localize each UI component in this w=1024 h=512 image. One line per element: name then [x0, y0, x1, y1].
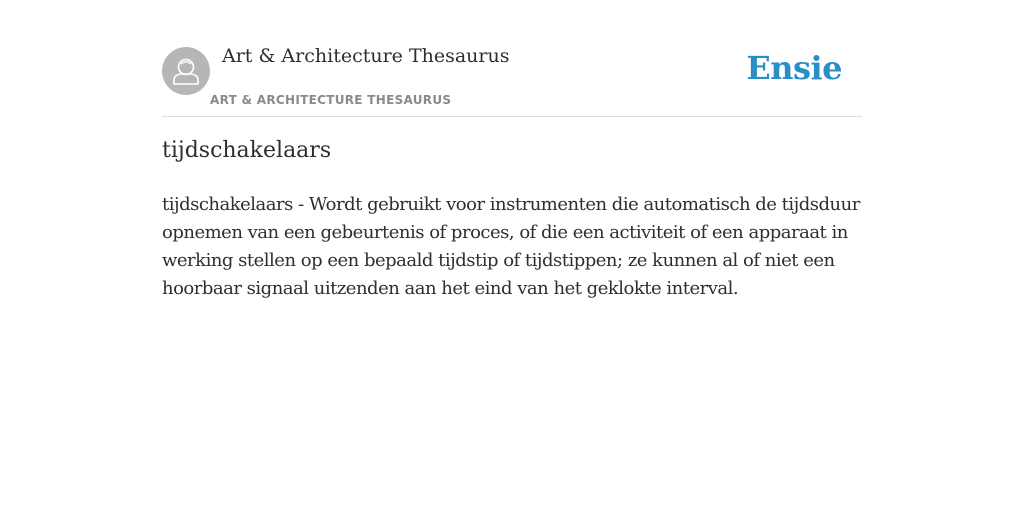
definition-text: tijdschakelaars - Wordt gebruikt voor instrumenten die automatisch de tijdsduur opnemen van een gebeurtenis of proces, of die een activiteit of een apparaat in werking stellen op een bepaald tijdstip of tijdstippen; ze kunnen al of niet een hoorbaar signaal uitzenden aan het eind van het geklokte interval. [162, 194, 860, 299]
page-title: tijdschakelaars [162, 138, 332, 163]
brand-logo[interactable]: Ensie [746, 49, 842, 87]
source-title[interactable]: Art & Architecture Thesaurus [222, 45, 510, 67]
user-icon [162, 47, 210, 95]
source-subtitle: ART & ARCHITECTURE THESAURUS [210, 93, 452, 107]
avatar[interactable] [162, 47, 210, 95]
header [162, 0, 862, 117]
